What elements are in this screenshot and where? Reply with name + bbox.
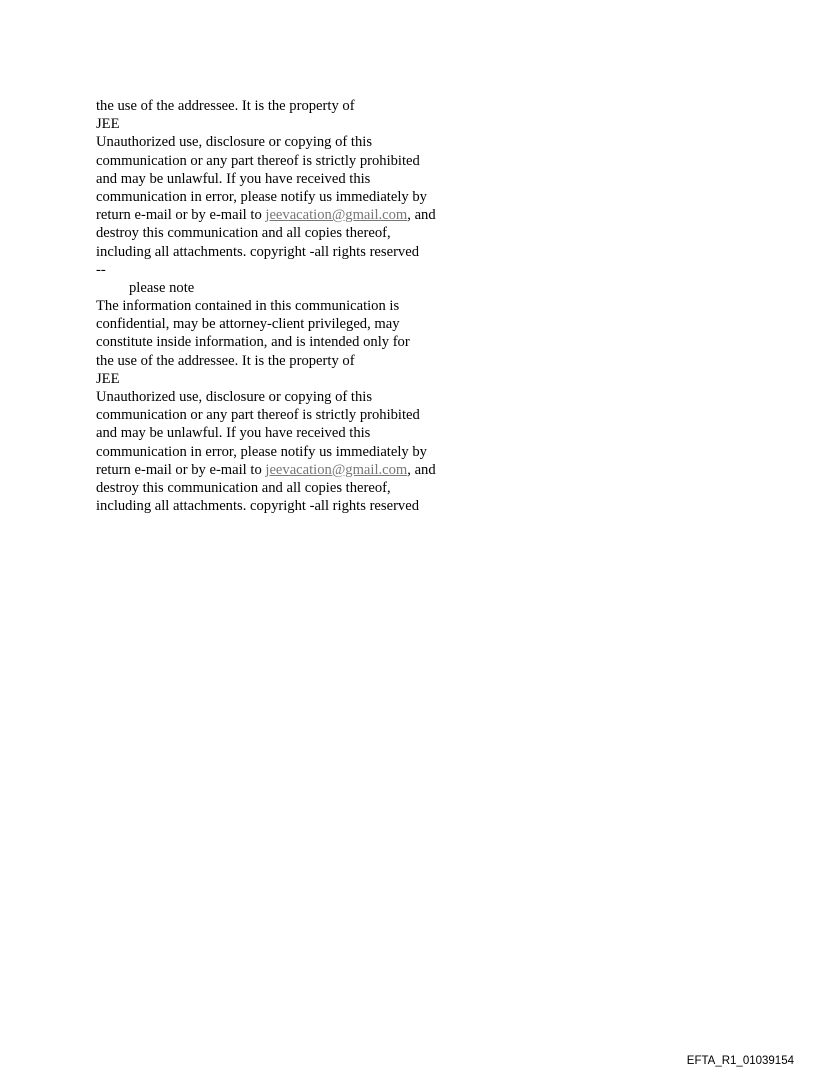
block2-line-12: including all attachments. copyright -all rights reserved [96,498,419,515]
block1-line-3: Unauthorized use, disclosure or copying of this [96,134,373,151]
block2-line-10 [96,461,516,479]
email-body [96,97,516,515]
block2-line-11: destroy this communication and all copies thereof, [96,479,391,496]
email-link[interactable]: jeevacation@gmail.com [265,461,408,478]
block2-line-7: communication or any part thereof is strictly prohibited [96,407,420,424]
block1-line-8: destroy this communication and all copies thereof, [96,225,391,242]
block2-line-9: communication in error, please notify us immediately by [96,443,427,460]
block2-line-3: constitute inside information, and is intended only for [96,334,410,351]
block2-heading: please note [129,279,195,296]
block2-line-2: confidential, may be attorney-client privileged, may [96,316,400,333]
block1-line-1: the use of the addressee. It is the property of [96,98,355,114]
block1-line-7-text: return e-mail or by e-mail to [96,207,266,224]
block2-line-8: and may be unlawful. If you have received this [96,425,371,442]
signature-separator: -- [96,261,106,278]
block1-line-5: and may be unlawful. If you have received this [96,170,371,187]
block1-line-6: communication in error, please notify us immediately by [96,188,427,205]
block2-line-10-text: return e-mail or by e-mail to [96,461,266,478]
email-link[interactable]: jeevacation@gmail.com [265,207,408,224]
document-id: EFTA_R1_01039154 [686,1055,794,1067]
block2-line-1: The information contained in this communication is [96,298,400,315]
block2-line-4: the use of the addressee. It is the property of [96,352,355,369]
block2-line-10-suffix: , and [407,461,436,478]
block1-line-9: including all attachments. copyright -all rights reserved [96,243,419,260]
block2-line-6: Unauthorized use, disclosure or copying of this [96,389,373,405]
block1-line-4: communication or any part thereof is strictly prohibited [96,152,420,169]
block1-line-7-suffix: , and [407,207,436,224]
block1-line-2: JEE [96,116,120,133]
block2-line-5: JEE [96,370,120,387]
block1-line-7 [96,206,516,224]
